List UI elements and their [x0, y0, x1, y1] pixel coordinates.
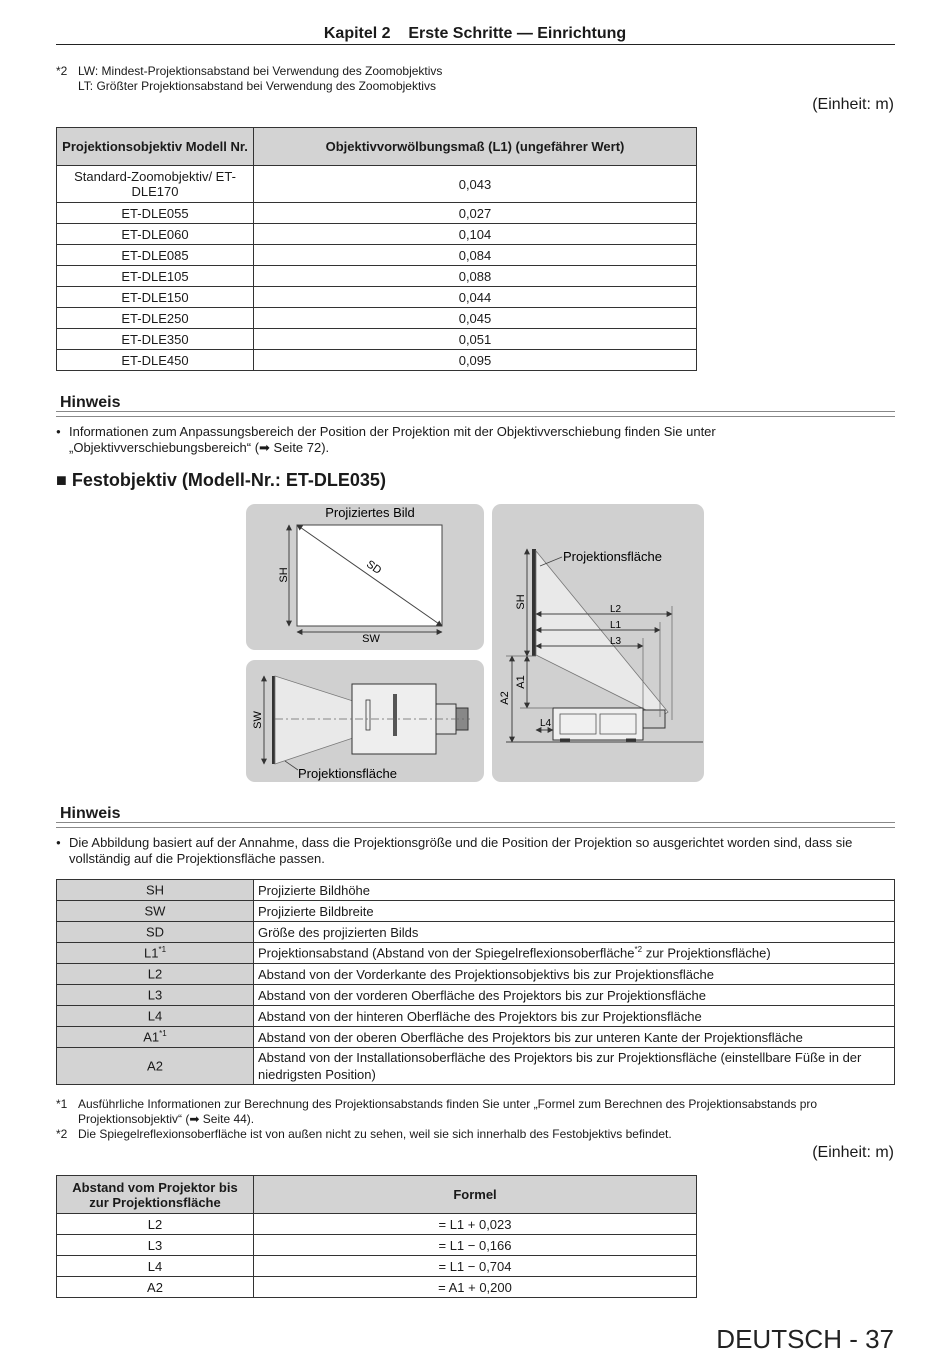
l2-label: L2 [610, 604, 622, 615]
footnote-line: LT: Größter Projektionsabstand bei Verwendung des Zoomobjektivs [78, 79, 436, 93]
definitions-table [56, 879, 895, 1085]
table-row [57, 1256, 697, 1277]
table-row [57, 245, 697, 266]
table-cell: 0,045 [254, 308, 697, 329]
page-number: DEUTSCH - 37 [716, 1324, 894, 1354]
table-row [57, 1235, 697, 1256]
projector-side-view [553, 708, 643, 740]
a1-label: A1 [515, 675, 527, 689]
table-header: Formel [254, 1176, 697, 1214]
table-header-row [57, 1176, 697, 1214]
projection-diagram [240, 500, 710, 790]
table-key: A1$^{*1}$ [57, 1027, 254, 1048]
table-row [57, 329, 697, 350]
table-header-row [57, 128, 697, 166]
table-cell: 0,043 [254, 166, 697, 203]
table-cell: Standard-Zoomobjektiv/ ET-DLE170 [57, 166, 254, 203]
footnote-line: Die Spiegelreflexionsoberfläche ist von außen nicht zu sehen, weil sie sich innerhalb des Festobjektivs befindet. [78, 1127, 672, 1141]
footnote-line: Projektionsobjektiv“ (➡ Seite 44). [78, 1112, 255, 1126]
table-cell: 0,027 [254, 203, 697, 224]
section-heading: Festobjektiv (Modell-Nr.: ET-DLE035) [71, 470, 386, 490]
table-cell: 0,095 [254, 350, 697, 371]
table-row [57, 308, 697, 329]
table-cell: Projizierte Bildbreite [254, 901, 895, 922]
table-row [57, 1006, 895, 1027]
sd-label: SD [364, 558, 384, 577]
formula-table [56, 1175, 697, 1298]
table-row [57, 1214, 697, 1235]
table-key: L4 [57, 1006, 254, 1027]
table-cell: Abstand von der hinteren Oberfläche des Projektors bis zur Projektionsfläche [254, 1006, 895, 1027]
table-cell: ET-DLE350 [57, 329, 254, 350]
table-cell: = L1 − 0,166 [254, 1235, 697, 1256]
screen-side-view [532, 549, 536, 656]
screen-top-view [272, 676, 275, 764]
l1-label: L1 [610, 620, 622, 631]
table-row [57, 1027, 895, 1048]
unit-label: (Einheit: m) [812, 96, 894, 113]
table-row [57, 1048, 895, 1085]
footnote-top [56, 64, 442, 94]
sh-label: SH [278, 567, 290, 583]
hinweis-title: Hinweis [60, 805, 121, 822]
table-cell: ET-DLE085 [57, 245, 254, 266]
hinweis-note [56, 424, 886, 456]
bullet-icon: ● [56, 838, 61, 847]
sh-label-side: SH [515, 594, 527, 610]
table-cell: ET-DLE060 [57, 224, 254, 245]
table-cell: Abstand von der Vorderkante des Projektionsobjektivs bis zur Projektionsfläche [254, 964, 895, 985]
table-cell: ET-DLE055 [57, 203, 254, 224]
note-line: Die Abbildung basiert auf der Annahme, dass die Projektionsgröße und die Position der Projektion so ausgerichtet worden sind, dass sie [69, 835, 853, 850]
header-rule [56, 44, 895, 45]
unit-label: (Einheit: m) [812, 1144, 894, 1161]
table-key: SD [57, 922, 254, 943]
l4-label: L4 [540, 718, 552, 729]
table-cell: Projektionsabstand (Abstand von der Spiegelreflexionsoberfläche$^{*2}$ zur Projektionsfläche) [254, 943, 895, 964]
table-row [57, 203, 697, 224]
table-cell: ET-DLE150 [57, 287, 254, 308]
footnote-mark: *1 [56, 1097, 68, 1111]
footnote-line: Ausführliche Informationen zur Berechnung des Projektionsabstands finden Sie unter „Formel zum Berechnen des Projektionsabstands pro [78, 1097, 818, 1111]
note-line: „Objektivverschiebungsbereich“ (➡ Seite 72). [69, 440, 330, 455]
lens-protrusion-table [56, 127, 697, 371]
l3-label: L3 [610, 636, 622, 647]
footnote-mark: *2 [56, 64, 68, 78]
hinweis-note [56, 835, 886, 867]
table-row [57, 1277, 697, 1298]
projected-image-label: Projiziertes Bild [325, 505, 415, 520]
hinweis-rule [56, 822, 895, 828]
screen-label-right: Projektionsfläche [563, 549, 662, 564]
table-cell: Größe des projizierten Bilds [254, 922, 895, 943]
table-key: SH [57, 880, 254, 901]
note-line: Informationen zum Anpassungsbereich der Position der Projektion mit der Objektivverschiebung finden Sie unter [69, 424, 716, 439]
table-row [57, 943, 895, 964]
table-cell: L4 [57, 1256, 254, 1277]
footnotes-bottom [56, 1097, 896, 1142]
table-key: L1$^{*1}$ [57, 943, 254, 964]
table-cell: = L1 − 0,704 [254, 1256, 697, 1277]
table-key: SW [57, 901, 254, 922]
table-cell: Abstand von der oberen Oberfläche des Projektors bis zur unteren Kante der Projektionsfläche [254, 1027, 895, 1048]
table-row [57, 266, 697, 287]
table-cell: 0,051 [254, 329, 697, 350]
table-row [57, 901, 895, 922]
hinweis-rule [56, 411, 895, 417]
table-row [57, 880, 895, 901]
table-key: L2 [57, 964, 254, 985]
table-cell: ET-DLE250 [57, 308, 254, 329]
table-cell: Abstand von der vorderen Oberfläche des Projektors bis zur Projektionsfläche [254, 985, 895, 1006]
table-cell: A2 [57, 1277, 254, 1298]
screen-label-bottom: Projektionsfläche [298, 766, 397, 781]
table-cell: ET-DLE105 [57, 266, 254, 287]
table-header: Objektivvorwölbungsmaß (L1) (ungefährer Wert) [254, 128, 697, 166]
table-row [57, 224, 697, 245]
sw-label-top: SW [252, 711, 264, 729]
table-cell: L2 [57, 1214, 254, 1235]
table-cell: L3 [57, 1235, 254, 1256]
footnote-line: LW: Mindest-Projektionsabstand bei Verwendung des Zoomobjektivs [78, 64, 443, 78]
table-key: A2 [57, 1048, 254, 1085]
bullet-icon: ● [56, 427, 61, 436]
a2-label: A2 [499, 691, 511, 705]
sw-label: SW [362, 633, 380, 645]
table-cell: 0,088 [254, 266, 697, 287]
table-cell: Projizierte Bildhöhe [254, 880, 895, 901]
table-key: L3 [57, 985, 254, 1006]
table-header: Abstand vom Projektor bis zur Projektionsfläche [57, 1176, 254, 1214]
table-cell: ET-DLE450 [57, 350, 254, 371]
table-cell: 0,104 [254, 224, 697, 245]
table-header: Projektionsobjektiv Modell Nr. [57, 128, 254, 166]
footnote-mark: *2 [56, 1127, 68, 1141]
table-row [57, 350, 697, 371]
table-row [57, 964, 895, 985]
hinweis-title: Hinweis [60, 394, 121, 411]
table-cell: = L1 + 0,023 [254, 1214, 697, 1235]
table-row [57, 922, 895, 943]
table-row [57, 166, 697, 203]
table-row [57, 287, 697, 308]
table-cell: 0,044 [254, 287, 697, 308]
table-cell: Abstand von der Installationsoberfläche des Projektors bis zur Projektionsfläche (einstellbare Füße in der niedrigsten Position) [254, 1048, 895, 1085]
note-line: vollständig auf die Projektionsfläche passen. [69, 851, 325, 866]
chapter-title: Kapitel 2 Erste Schritte — Einrichtung [323, 25, 627, 42]
table-cell: 0,084 [254, 245, 697, 266]
section-title [56, 470, 386, 491]
square-bullet-icon: ■ [56, 470, 67, 490]
table-row [57, 985, 895, 1006]
table-cell: = A1 + 0,200 [254, 1277, 697, 1298]
